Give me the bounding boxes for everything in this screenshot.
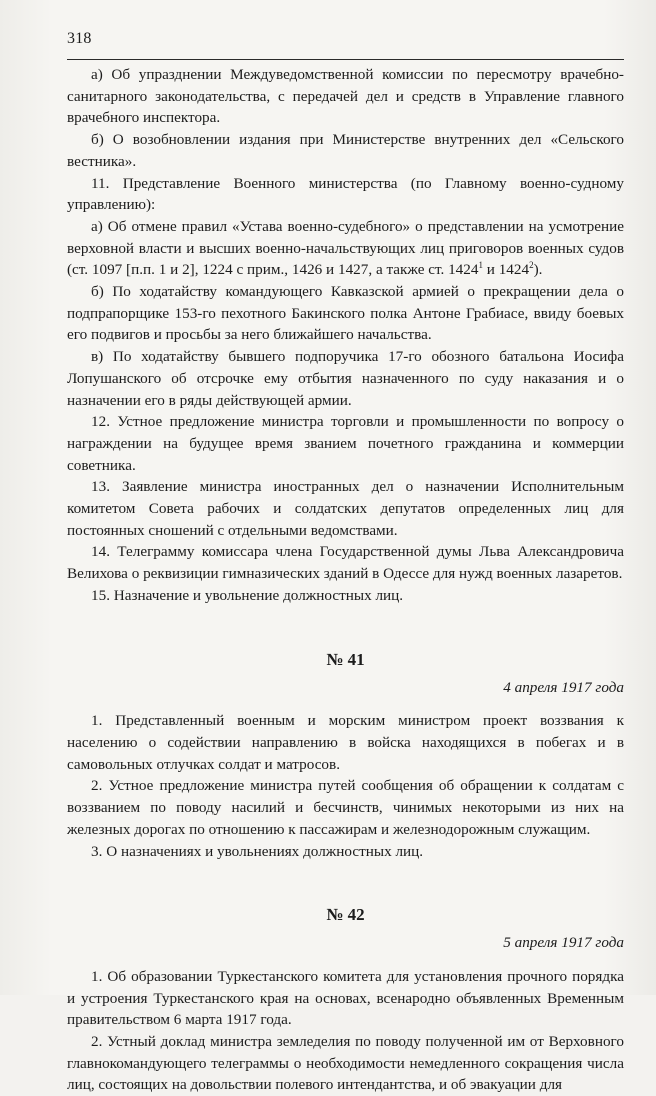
paragraph: 12. Устное предложение министра торговли и промышленности по вопросу о награждении на будущее время званием почетного гражданина и коммерции советника. — [67, 413, 624, 474]
header-rule — [67, 59, 624, 60]
paragraph: 2. Устное предложение министра путей сообщения об обращении к солдатам с воззванием по поводу насилий и бесчинств, чинимых некоторыми из них на железных дорогах по отношению к пассажирам и железнодорожным служащим. — [67, 777, 624, 838]
page-number: 318 — [67, 30, 92, 47]
paragraph-with-superscripts — [67, 216, 624, 281]
paragraph: а) Об упразднении Междуведомственной комиссии по пересмотру врачебно-санитарного законодательства, с передачей дел и средств в Управление главного врачебного инспектора. — [67, 66, 624, 127]
paragraph: 1. Об образовании Туркестанского комитета для установления прочного порядка и устроения Туркестанского края на основах, всенародно объявленных Временным правительством 6 марта 1917 года. — [67, 967, 624, 1029]
paragraph: 11. Представление Военного министерства (по Главному военно-судному управлению): — [67, 174, 624, 214]
paragraph: б) О возобновлении издания при Министерстве внутренних дел «Сельского вестника». — [67, 131, 624, 170]
document-number-42: № 42 — [326, 905, 365, 925]
superscript: 1 — [478, 260, 483, 271]
paragraph: б) По ходатайству командующего Кавказской армией о прекращении дела о подпрапорщике 153-го пехотного Бакинского полка Антоне Грабиасе, ввиду боевых его подвигов и просьбы за него ближайшего начальства. — [67, 283, 624, 344]
paragraph: 1. Представленный военным и морским министром проект воззвания к населению о содействии направлению в войска находящихся в побегах и в самовольных отлучках солдат и матросов. — [67, 712, 624, 773]
page-text — [67, 64, 624, 1096]
document-date-42: 5 апреля 1917 года — [503, 934, 624, 952]
paragraph: в) По ходатайству бывшего подпоручика 17-го обозного батальона Иосифа Лопушанского об отсрочке ему отбытия назначенного по суду наказания и о назначении его в ряды действующей армии. — [67, 348, 624, 409]
paragraph: 15. Назначение и увольнение должностных лиц. — [91, 586, 404, 604]
paragraph-text: ). — [533, 261, 543, 279]
paragraph: 14. Телеграмму комиссара члена Государственной думы Льва Александровича Велихова о реквизиции гимназических зданий в Одессе для нужд военных лазаретов. — [67, 543, 624, 583]
superscript: 2 — [529, 260, 534, 271]
document-number-41: № 41 — [326, 649, 365, 669]
paragraph-text: а) Об отмене правил «Устава военно-судебного» о представлении на усмотрение верховной власти и высших военно-начальствующих лиц приговоров военных судов (ст. 1097 [п.п. 1 и 2], 1224 с прим., 1426 и 1427, а также ст. 1424 — [67, 217, 624, 279]
paragraph: 13. Заявление министра иностранных дел о назначении Исполнительным комитетом Совета рабочих и солдатских депутатов определенных лиц для постоянных сношений с отдельными ведомствами. — [67, 478, 624, 539]
document-date-41: 4 апреля 1917 года — [503, 678, 624, 696]
paragraph-text: и 1424 — [482, 261, 530, 279]
paragraph: 3. О назначениях и увольнениях должностных лиц. — [91, 842, 424, 860]
paragraph: 2. Устный доклад министра земледелия по поводу полученной им от Верховного главнокомандующего телеграммы о необходимости немедленного сокращения числа лиц, состоящих на довольствии полевого интендантства, и об эвакуации для — [67, 1033, 624, 1094]
